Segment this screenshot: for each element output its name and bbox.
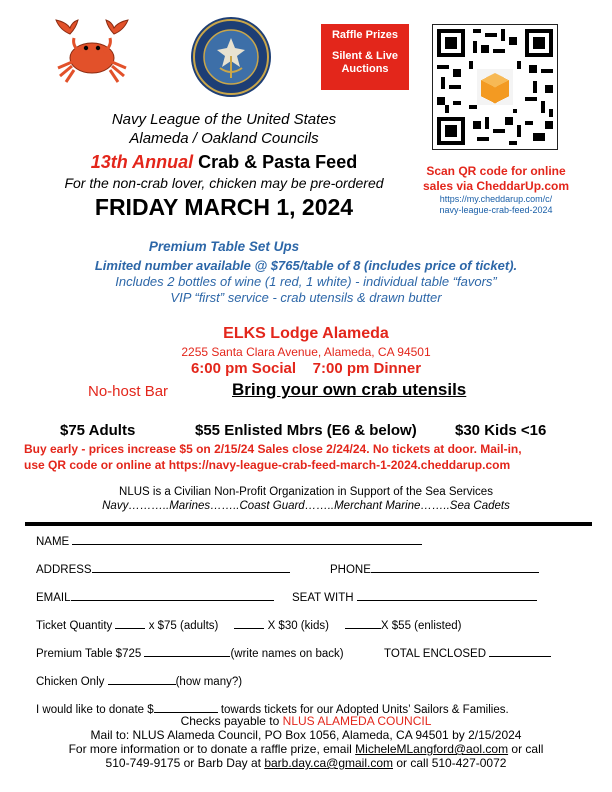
name-label: NAME	[36, 536, 70, 548]
email-label: EMAIL	[36, 592, 71, 604]
price-adults: $75 Adults	[60, 422, 136, 439]
adults-price-label: x $75 (adults)	[148, 620, 219, 632]
raffle-line-2: Silent & Live	[331, 50, 399, 62]
seat-with-field[interactable]	[357, 589, 537, 601]
venue-name: ELKS Lodge Alameda	[223, 325, 389, 342]
org-name	[0, 110, 448, 148]
how-many-label: (how many?)	[175, 676, 243, 688]
info-or-call: or call	[511, 742, 544, 756]
dinner-time: 7:00 pm Dinner	[312, 360, 422, 377]
buy-early-notice	[24, 441, 594, 473]
navy-league-seal-icon	[190, 16, 272, 98]
total-row	[384, 645, 551, 660]
event-times	[0, 360, 612, 377]
qr-url-link[interactable]	[420, 194, 572, 216]
qr-caption-line-2: sales via CheddarUp.com	[422, 179, 570, 193]
address-field[interactable]	[92, 561, 290, 573]
mission-statement: NLUS is a Civilian Non-Profit Organization in Support of the Sea Services	[119, 486, 493, 498]
chicken-row	[36, 673, 242, 688]
phone-label: PHONE	[330, 564, 371, 576]
total-label: TOTAL ENCLOSED	[384, 648, 487, 660]
phone-text-2: or call 510-427-0072	[396, 756, 507, 770]
social-time: 6:00 pm Social	[190, 360, 296, 377]
ticket-quantity-label: Ticket Quantity	[36, 620, 113, 632]
email-link-barb[interactable]: barb.day.ca@gmail.com	[264, 756, 394, 770]
chicken-note: For the non-crab lover, chicken may be pre-ordered	[64, 175, 384, 191]
qr-code[interactable]	[432, 24, 558, 150]
raffle-line-1: Raffle Prizes	[331, 29, 399, 41]
chicken-label: Chicken Only	[36, 676, 105, 688]
premium-table-field[interactable]	[144, 645, 230, 657]
chicken-field[interactable]	[108, 673, 176, 685]
email-link-michele[interactable]: MicheleMLangford@aol.com	[355, 742, 509, 756]
name-field[interactable]	[72, 533, 422, 545]
qr-code-icon	[433, 25, 557, 149]
enlisted-qty-field[interactable]	[345, 617, 381, 629]
kids-price-label: X $30 (kids)	[267, 620, 329, 632]
enlisted-price-label: X $55 (enlisted)	[380, 620, 462, 632]
info-line	[0, 742, 612, 756]
org-line-2: Alameda / Oakland Councils	[129, 130, 319, 147]
annual-label: 13th Annual	[90, 152, 194, 172]
raffle-line-3: Auctions	[341, 63, 389, 75]
qr-url-line-1: https://my.cheddarup.com/c/	[439, 194, 553, 204]
phone-row	[330, 561, 539, 576]
price-enlisted: $55 Enlisted Mbrs (E6 & below)	[195, 422, 417, 439]
sea-services-list: Navy………..Marines……..Coast Guard……..Merchant Marine……..Sea Cadets	[102, 500, 510, 512]
event-title	[0, 152, 448, 173]
premium-table-row	[36, 645, 344, 660]
mail-to: Mail to: NLUS Alameda Council, PO Box 1056, Alameda, CA 94501 by 2/15/2024	[90, 728, 522, 742]
email-field[interactable]	[71, 589, 274, 601]
price-kids: $30 Kids <16	[455, 422, 547, 439]
divider	[25, 522, 592, 526]
premium-line-1: Limited number available @ $765/table of 8 (includes price of ticket).	[94, 258, 518, 273]
premium-line-2: Includes 2 bottles of wine (1 red, 1 white) - individual table “favors”	[115, 274, 497, 289]
email-row	[36, 589, 274, 604]
name-row	[36, 533, 422, 548]
phone-line	[0, 756, 612, 770]
event-date: FRIDAY MARCH 1, 2024	[94, 194, 354, 220]
premium-heading: Premium Table Set Ups	[148, 239, 300, 254]
checks-payee: NLUS ALAMEDA COUNCIL	[282, 714, 432, 728]
no-host-bar: No-host Bar	[88, 383, 169, 400]
qr-caption-line-1: Scan QR code for online	[426, 164, 566, 178]
phone-text: 510-749-9175 or Barb Day at	[105, 756, 261, 770]
org-line-1: Navy League of the United States	[111, 111, 337, 128]
total-field[interactable]	[489, 645, 551, 657]
kids-qty-field[interactable]	[234, 617, 264, 629]
checks-label: Checks payable to	[180, 714, 280, 728]
donate-field[interactable]	[154, 701, 218, 713]
adults-qty-field[interactable]	[115, 617, 145, 629]
ticket-quantity-row	[36, 617, 461, 632]
notice-line-1: Buy early - prices increase $5 on 2/15/24 Sales close 2/24/24. No tickets at door. Mail-in,	[24, 442, 522, 456]
event-name: Crab & Pasta Feed	[198, 152, 358, 172]
premium-table-label: Premium Table $725	[36, 648, 142, 660]
checks-payable	[0, 714, 612, 728]
venue-address: 2255 Santa Clara Avenue, Alameda, CA 94501	[181, 345, 431, 359]
donate-purpose: towards tickets for our Adopted Units’ Sailors & Families.	[220, 704, 509, 716]
crab-icon	[52, 14, 132, 86]
donate-label: I would like to donate $	[36, 704, 154, 716]
info-text: For more information or to donate a raffle prize, email	[68, 742, 352, 756]
seat-with-label: SEAT WITH	[292, 592, 354, 604]
premium-line-3: VIP “first” service - crab utensils & drawn butter	[170, 290, 442, 305]
raffle-prizes-box	[321, 24, 409, 90]
address-row	[36, 561, 290, 576]
notice-line-2: use QR code or online at https://navy-league-crab-feed-march-1-2024.cheddarup.com	[24, 458, 511, 472]
address-label: ADDRESS	[36, 564, 92, 576]
phone-field[interactable]	[371, 561, 539, 573]
write-names-label: (write names on back)	[230, 648, 344, 660]
qr-caption	[420, 164, 572, 194]
seat-with-row	[292, 589, 537, 604]
qr-url-line-2: navy-league-crab-feed-2024	[439, 205, 553, 215]
bring-utensils: Bring your own crab utensils	[232, 380, 467, 399]
